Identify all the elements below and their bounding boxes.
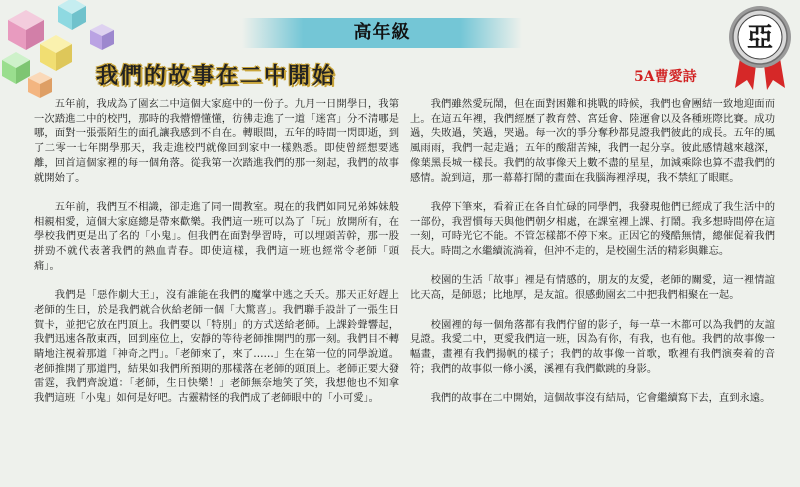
paragraph: 我們雖然愛玩鬧，但在面對困難和挑戰的時候，我們也會團結一致地迎面而上。在這五年裡，我們經歷了教育營、宮廷會、陸運會以及各種班際比賽。成功過，失敗過，笑過，哭過。每一次的爭分奪秒都見證我們彼此的成長。五年的風風雨雨，我們一起走過；五年的酸甜苦辣，我們一起分享。彼此感情越來越深，像葉黑長城一樣長。我們的故事像天上數不盡的星星，加減乘除也算不盡我們的感情。說到這，那一幕幕打鬧的畫面在我腦海裡浮現，我不禁紅了眼眶。 (410, 98, 775, 184)
paragraph: 我們的故事在二中開始，這個故事沒有結局，它會繼續寫下去，直到永遠。 (430, 392, 771, 404)
left-column (34, 97, 399, 420)
paragraph: 五年前，我們互不相識，卻走進了同一間教室。現在的我們如同兄弟姊妹般相親相愛，這個大家庭總是帶來歡樂。我們這一班可以為了「玩」放開所有，在學校我們更是出了名的「小鬼」。但我們在面對學習時，可以埋頭苦幹，那一股拼勁不就代表著我們的熱血青春。即使這樣，我們這一班也經常令老師「頭痛」。 (34, 200, 399, 272)
svg-text:亞: 亞 (746, 23, 774, 53)
right-column (410, 97, 775, 420)
paragraph: 五年前，我成為了園玄二中這個大家庭中的一份子。九月一日開學日，我第一次踏進二中的校門，那時的我懵懵懂懂，彷彿走進了一道「迷宮」分不清哪是哪，面對一張張陌生的面孔讓我感到不自在。轉眼間，五年的時間一閃即逝，到了二零一七年開學那天，我走進校門就像回到家中一樣熟悉。即使曾經想要逃離，回首這個家裡的每一個角落。從我第一次踏進我們的那一刻起，我們的故事就開始了。 (34, 98, 399, 184)
story-title: 我們的故事在二中開始 (96, 64, 337, 89)
paragraph: 校園的生活「故事」裡是有情感的，朋友的友愛，老師的關愛，這一裡情誼比天高，是師恩；比地厚，是友誼。很感動園玄二中把我們相聚在一起。 (410, 274, 775, 302)
grade-banner (242, 18, 522, 48)
paragraph: 我停下筆來，看着正在各自忙碌的同學們，我發現他們已經成了我生活中的一部份，我習慣每天與他們朝夕相處，在課室裡上課、打鬧。我多想時間停在這一刻，可時光它不能。不管怎樣都不停下來。正因它的殘酷無情，總催促着我們長大。時間之水繼續流淌着，但沖不走的，是校園生活的精彩與難忘。 (410, 200, 775, 258)
author-byline: 5A曹愛詩 (634, 69, 697, 85)
paragraph: 校園裡的每一個角落都有我們佇留的影子，每一草一木都可以為我們的友誼見證。我愛二中，更愛我們這一班，因為有你，有我，也有他。我們的故事像一幅畫，畫裡有我們揚帆的樣子；我們的故事像一首歌，歌裡有我們演奏着的音符；我們的故事似一條小溪，溪裡有我們歡跳的身影。 (410, 318, 775, 375)
school-seal-logo (727, 4, 793, 90)
paragraph: 我們是「惡作劇大王」，沒有誰能在我們的魔掌中逃之夭夭。那天正好趕上老師的生日，於是我們就合伙給老師一個「大驚喜」。我們聯手設計了一張生日賀卡，並把它放在門頂上。我們要以「特別」的方式送給老師。上課鈴聲響起，我們迅速各散東西，回到座位上，安靜的等待老師推開門的那一刻。我們目不轉睛地注視着那道「神奇之門」。「老師來了，來了……」生在第一位的同學說道。老師推開了那道門，結果如我們所預期的那樣落在老師的頭頂上。老師正要大發雷霆，我們齊說道：「老師，生日快樂！」老師無奈地笑了笑，我想他也不知拿我們這班「小鬼」如何是好吧。古靈精怪的我們成了老師眼中的「小可愛」。 (34, 289, 399, 405)
grade-title: 高年級 (353, 22, 411, 43)
